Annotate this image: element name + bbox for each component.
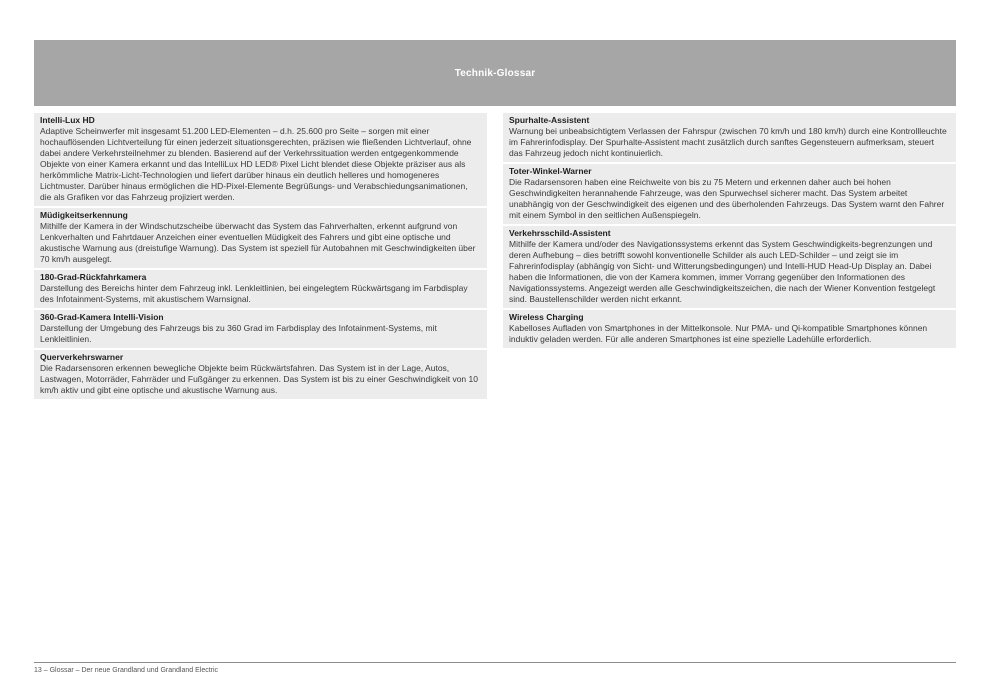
entry-title: 360-Grad-Kamera Intelli-Vision — [40, 312, 164, 322]
entry-title: Toter-Winkel-Warner — [509, 166, 592, 176]
glossary-entry-querverkehrswarner — [34, 350, 487, 399]
entry-text: Warnung bei unbeabsichtigtem Verlassen der Fahrspur (zwischen 70 km/h und 180 km/h) durch eine Kontrollleuchte im Fahrerinfodisplay. Der Spurhalte-Assistent macht zusätzlich durch sanftes Gegensteuern aufmerksam, steuert das Fahrzeug jedoch nicht kontinuierlich. — [509, 126, 947, 158]
glossary-entry-intelli-lux-hd — [34, 113, 487, 206]
entry-text: Mithilfe der Kamera in der Windschutzscheibe überwacht das System das Fahrverhalten, erkennt aufgrund von Lenkverhalten und Fahrtdauer Anzeichen einer eventuellen Müdigkeit des Fahrers und gibt eine optische und akustische Warnung aus (dreistufige Warnung). Das System ist speziell für Autobahnen mit Geschwindigkeiten über 70 km/h ausgelegt. — [40, 221, 476, 264]
glossary-entry-verkehrsschild-assistent — [503, 226, 956, 308]
footer-divider — [34, 662, 956, 663]
glossary-entry-spurhalte-assistent — [503, 113, 956, 162]
entry-title: Intelli-Lux HD — [40, 115, 95, 125]
glossary-entry-rueckfahrkamera — [34, 270, 487, 308]
glossary-entry-wireless-charging — [503, 310, 956, 348]
entry-text: Adaptive Scheinwerfer mit insgesamt 51.200 LED-Elementen – d.h. 25.600 pro Seite – sorgen mit einer hochauflösenden Lichtverteilung für einen jederzeit situationsgerechten, präzisen wie fließenden Lichtverlauf, ohne dabei andere Verkehrsteilnehmer zu blenden. Basierend auf der Verkehrssituation werden entgegenkommende Objekte von einer Kamera erkannt und das IntelliLux HD LED® Pixel Licht blendet diese Objekte präziser aus als herkömmliche Matrix-Licht-Technologien und liefert darüber hinaus ein deutlich helleres und homogeneres Lichtmuster. Darüber hinaus ermöglichen die HD-Pixel-Elemente Begrüßungs- und Verabschiedungsanimationen, die als Grafiken vor das Fahrzeug projiziert werden. — [40, 126, 472, 202]
glossary-entry-360-kamera — [34, 310, 487, 348]
entry-title: Wireless Charging — [509, 312, 584, 322]
page-title: Technik-Glossar — [454, 67, 536, 79]
glossary-header — [34, 40, 956, 106]
entry-title: Verkehrsschild-Assistent — [509, 228, 611, 238]
entry-text: Darstellung der Umgebung des Fahrzeugs bis zu 360 Grad im Farbdisplay des Infotainment-Systems, mit Lenkleitlinien. — [40, 323, 437, 344]
entry-text: Die Radarsensoren erkennen bewegliche Objekte beim Rückwärtsfahren. Das System ist in der Lage, Autos, Lastwagen, Motorräder, Fahrräder und Fußgänger zu erkennen. Das System ist bis zu einer Geschwindigkeit von 10 km/h aktiv und gibt eine optische und akustische Warnung aus. — [40, 363, 478, 395]
entry-title: Querverkehrswarner — [40, 352, 124, 362]
entry-title: 180-Grad-Rückfahrkamera — [40, 272, 147, 282]
entry-text: Kabelloses Aufladen von Smartphones in der Mittelkonsole. Nur PMA- und Qi-kompatible Smartphones können induktiv geladen werden. Für alle anderen Smartphones ist eine spezielle Ladehülle erforderlich. — [509, 323, 928, 344]
glossary-right-column — [503, 113, 956, 348]
entry-text: Mithilfe der Kamera und/oder des Navigationssystems erkennt das System Geschwindigkeits-begrenzungen und deren Aufhebung – dies betrifft sowohl konventionelle Schilder als auch LED-Schilder – und zeigt sie im Fahrerinfodisplay (abhängig von Sicht- und Witterungsbedingungen) und Intelli-HUD Head-Up Display an. Dabei haben die Informationen, die von der Kamera kommen, immer Vorrang gegenüber den Informationen des Navigationssystems. Angezeigt werden alle Geschwindigkeitszeichen, die nach der Wiener Konvention festgelegt sind. Baustellenschilder werden nicht erkannt. — [509, 239, 936, 304]
glossary-entry-muedigkeitserkennung — [34, 208, 487, 268]
glossary-entry-toter-winkel-warner — [503, 164, 956, 224]
entry-title: Spurhalte-Assistent — [509, 115, 590, 125]
entry-text: Die Radarsensoren haben eine Reichweite von bis zu 75 Metern und erkennen daher auch bei hohen Geschwindigkeiten herannahende Fahrzeuge, was den Spurwechsel sicherer macht. Das System arbeitet unabhängig von der Geschwindigkeit des eigenen und des überholenden Fahrzeugs. Das System warnt den Fahrer mit einem Symbol in den seitlichen Außenspiegeln. — [509, 177, 945, 220]
entry-title: Müdigkeitserkennung — [40, 210, 128, 220]
glossary-left-column — [34, 113, 487, 399]
entry-text: Darstellung des Bereichs hinter dem Fahrzeug inkl. Lenkleitlinien, bei eingelegtem Rückwärtsgang im Farbdisplay des Infotainment-Systems, mit akustischem Warnsignal. — [40, 283, 468, 304]
page-footer: 13 – Glossar – Der neue Grandland und Grandland Electric — [34, 667, 219, 674]
